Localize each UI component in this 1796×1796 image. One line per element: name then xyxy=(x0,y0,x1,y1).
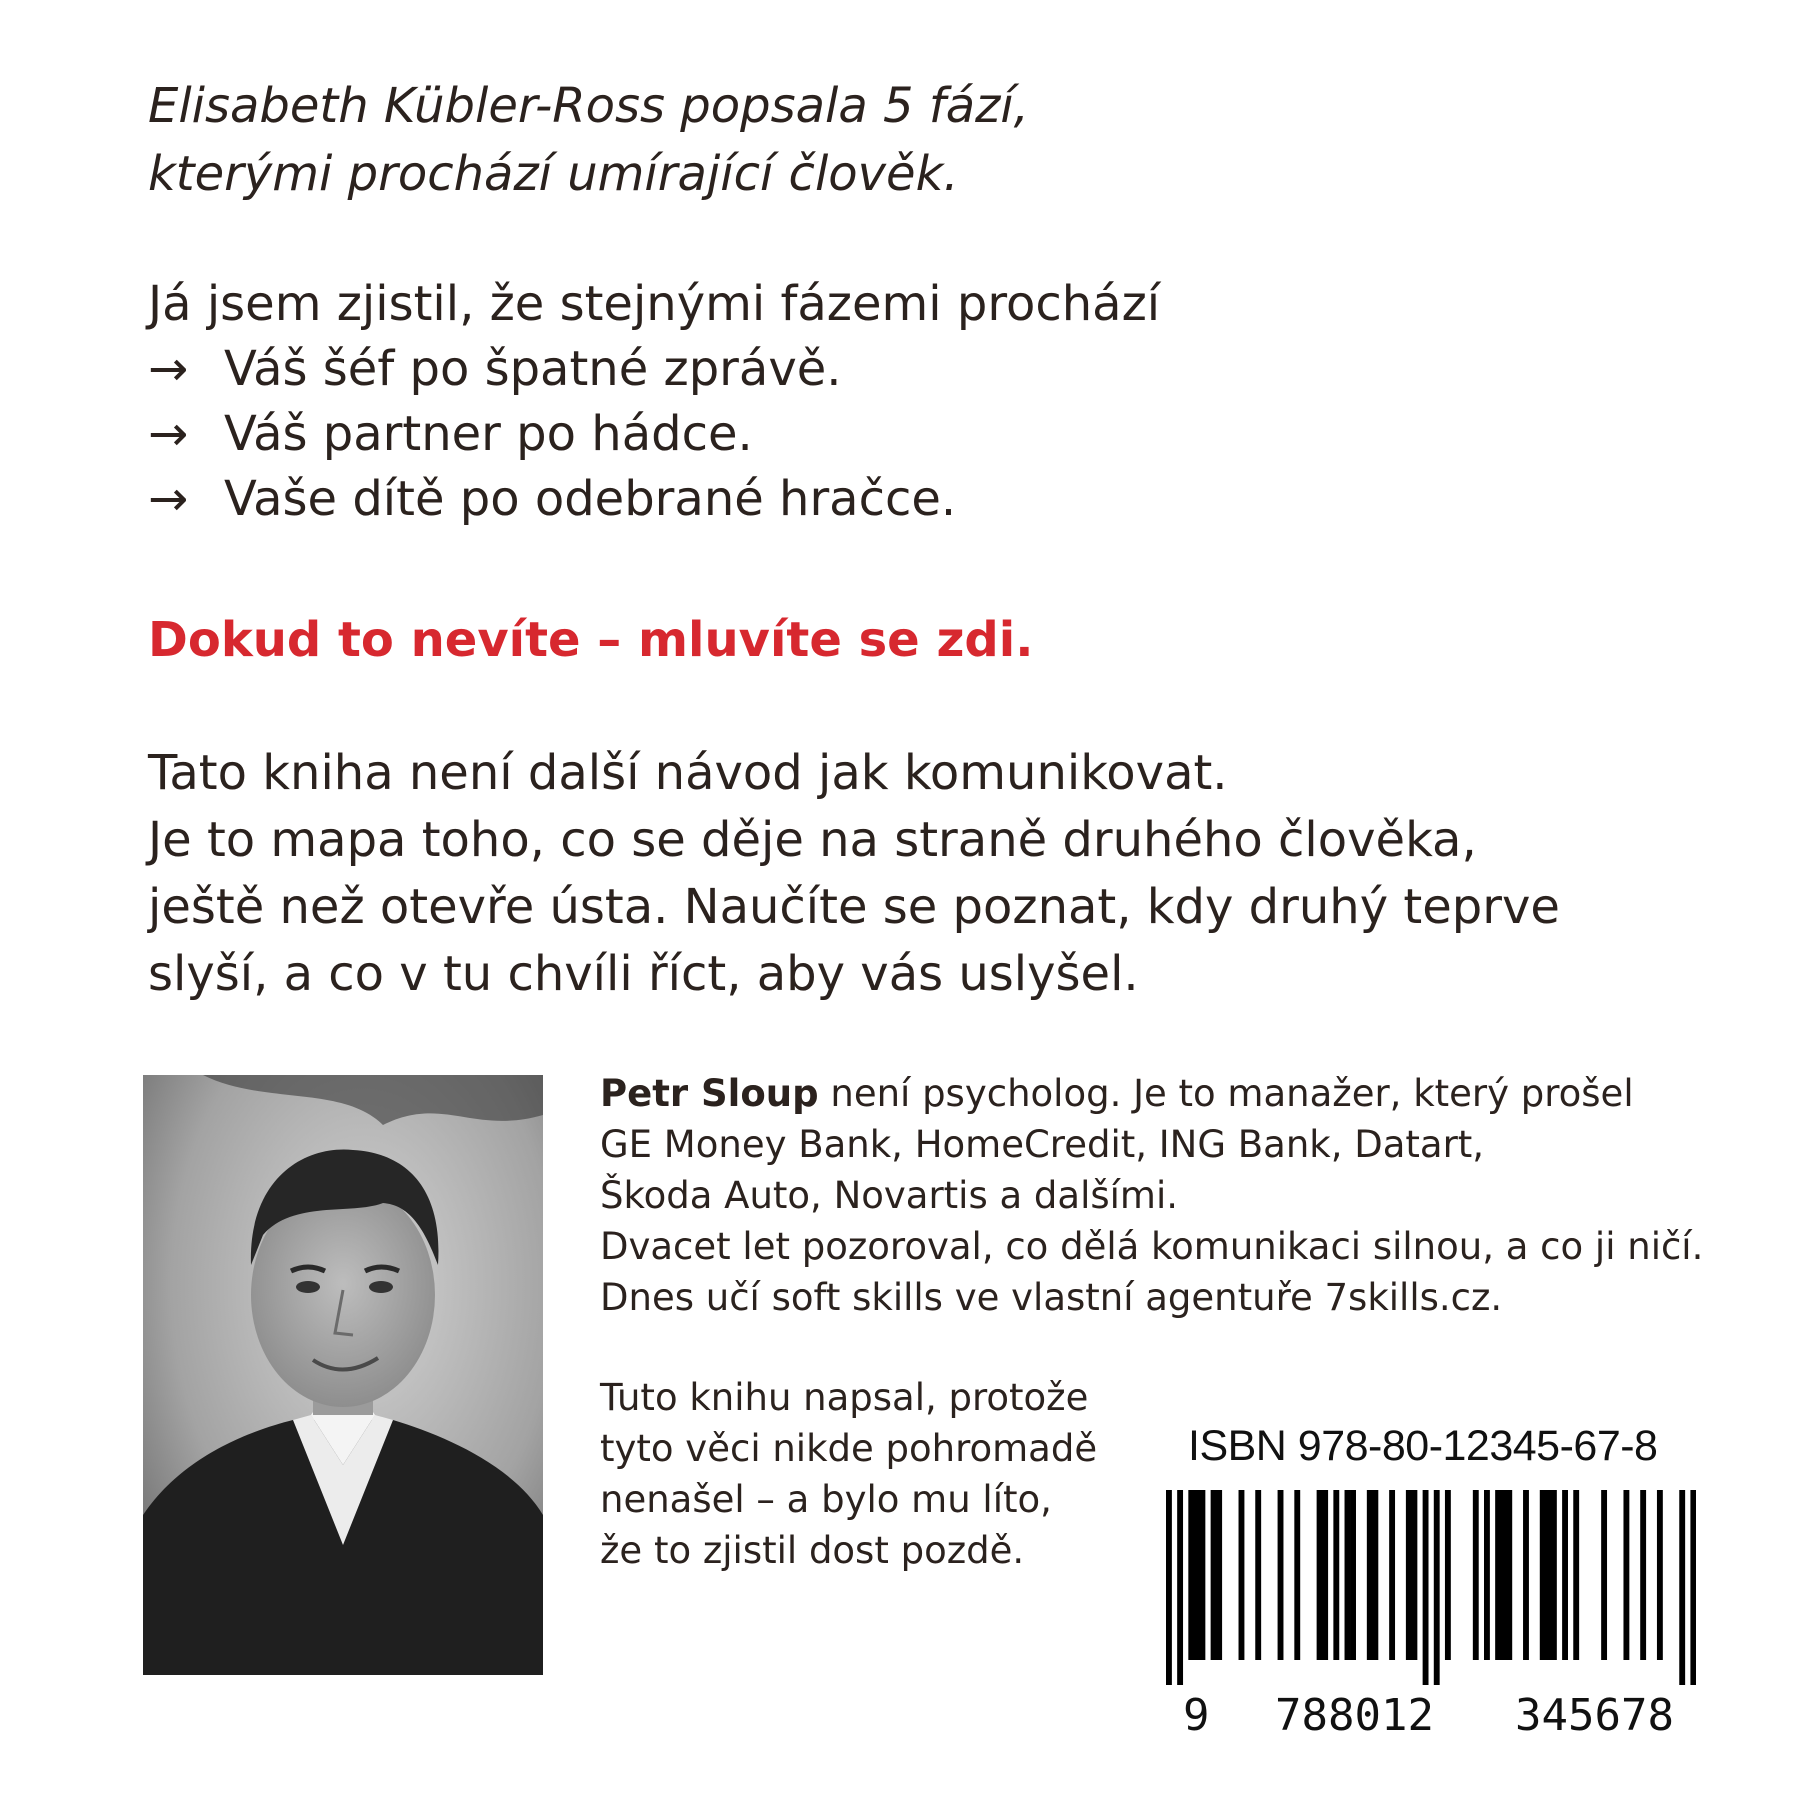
barcode-bar xyxy=(1322,1490,1328,1660)
motivation-line: Tuto knihu napsal, protože xyxy=(600,1376,1089,1419)
barcode-bar xyxy=(1199,1490,1205,1660)
phase-item xyxy=(148,467,1160,532)
barcode-guard-bar xyxy=(1177,1490,1183,1685)
description-line: Je to mapa toho, co se děje na straně druhého člověka, xyxy=(148,812,1477,868)
arrow-right-icon: → xyxy=(148,406,189,462)
bio-first-line xyxy=(600,1068,1703,1119)
barcode-bar xyxy=(1406,1490,1412,1660)
barcode-bar xyxy=(1484,1490,1490,1660)
barcode-guard-bar xyxy=(1166,1490,1172,1685)
barcode-bar xyxy=(1495,1490,1501,1660)
barcode-bar xyxy=(1333,1490,1339,1660)
barcode-bar xyxy=(1545,1490,1551,1660)
motivation-line: tyto věci nikde pohromadě xyxy=(600,1427,1098,1470)
barcode-bar xyxy=(1194,1490,1200,1660)
intro-quote xyxy=(148,72,1029,208)
barcode-bar xyxy=(1473,1490,1479,1660)
isbn-digit-group: 345678 xyxy=(1515,1690,1674,1741)
barcode-bar xyxy=(1255,1490,1261,1660)
barcode-bar xyxy=(1239,1490,1245,1660)
isbn-digit-group: 788012 xyxy=(1275,1690,1434,1741)
bio-line: Dnes učí soft skills ve vlastní agentuře 7skills.cz. xyxy=(600,1276,1503,1319)
isbn-label: ISBN 978-80-12345-67-8 xyxy=(1188,1422,1658,1470)
barcode-bar xyxy=(1188,1490,1194,1660)
barcode-bar xyxy=(1640,1490,1646,1660)
intro-line: Elisabeth Kübler-Ross popsala 5 fází, xyxy=(148,78,1029,134)
motivation-line: že to zjistil dost pozdě. xyxy=(600,1529,1025,1572)
barcode-bar xyxy=(1411,1490,1417,1660)
bio-line: GE Money Bank, HomeCredit, ING Bank, Datart, xyxy=(600,1123,1485,1166)
book-description xyxy=(148,740,1560,1008)
description-line: slyší, a co v tu chvíli říct, aby vás uslyšel. xyxy=(148,946,1139,1002)
barcode-bar xyxy=(1523,1490,1529,1660)
barcode-bar xyxy=(1445,1490,1451,1660)
barcode-bar xyxy=(1367,1490,1373,1660)
phases-lead: Já jsem zjistil, že stejnými fázemi prochází xyxy=(148,276,1161,332)
barcode-bar xyxy=(1573,1490,1579,1660)
phase-item-text: Vaše dítě po odebrané hračce. xyxy=(224,471,957,527)
author-motivation xyxy=(600,1372,1097,1576)
arrow-right-icon: → xyxy=(148,471,189,527)
bio-line: Škoda Auto, Novartis a dalšími. xyxy=(600,1174,1179,1217)
phase-item xyxy=(148,337,1160,402)
barcode-bar xyxy=(1350,1490,1356,1660)
isbn-barcode xyxy=(1166,1490,1696,1685)
phases-list xyxy=(148,272,1160,532)
barcode-bar xyxy=(1623,1490,1629,1660)
barcode-guard-bar xyxy=(1434,1490,1440,1685)
bio-first-text: není psycholog. Je to manažer, který prošel xyxy=(818,1072,1634,1115)
barcode-bar xyxy=(1372,1490,1378,1660)
barcode-bar xyxy=(1389,1490,1395,1660)
barcode-bar xyxy=(1506,1490,1512,1660)
author-bio xyxy=(600,1068,1703,1323)
description-line: Tato kniha není další návod jak komunikovat. xyxy=(148,745,1228,801)
barcode-bar xyxy=(1345,1490,1351,1660)
barcode-bar xyxy=(1551,1490,1557,1660)
isbn-digit-first: 9 xyxy=(1183,1690,1210,1741)
barcode-bar xyxy=(1317,1490,1323,1660)
barcode-guard-bar xyxy=(1423,1490,1429,1685)
motivation-line: nenašel – a bylo mu líto, xyxy=(600,1478,1052,1521)
barcode-bar xyxy=(1501,1490,1507,1660)
author-name: Petr Sloup xyxy=(600,1072,819,1115)
author-portrait-image xyxy=(143,1075,543,1675)
barcode-bar xyxy=(1657,1490,1663,1660)
barcode-bar xyxy=(1211,1490,1217,1660)
barcode-bar xyxy=(1562,1490,1568,1660)
intro-line: kterými prochází umírající člověk. xyxy=(148,146,959,202)
barcode-guard-bar xyxy=(1679,1490,1685,1685)
highlight-statement: Dokud to nevíte – mluvíte se zdi. xyxy=(148,612,1034,668)
barcode-bar xyxy=(1294,1490,1300,1660)
arrow-right-icon: → xyxy=(148,341,189,397)
bio-line: Dvacet let pozoroval, co dělá komunikaci silnou, a co ji ničí. xyxy=(600,1225,1704,1268)
author-photo xyxy=(143,1075,543,1675)
phase-item-text: Váš šéf po špatné zprávě. xyxy=(224,341,842,397)
barcode-guard-bar xyxy=(1690,1490,1696,1685)
description-line: ještě než otevře ústa. Naučíte se poznat, kdy druhý teprve xyxy=(148,879,1560,935)
barcode-bar xyxy=(1278,1490,1284,1660)
barcode-bar xyxy=(1540,1490,1546,1660)
barcode-bar xyxy=(1216,1490,1222,1660)
phase-item xyxy=(148,402,1160,467)
phase-item-text: Váš partner po hádce. xyxy=(224,406,753,462)
barcode-bar xyxy=(1601,1490,1607,1660)
